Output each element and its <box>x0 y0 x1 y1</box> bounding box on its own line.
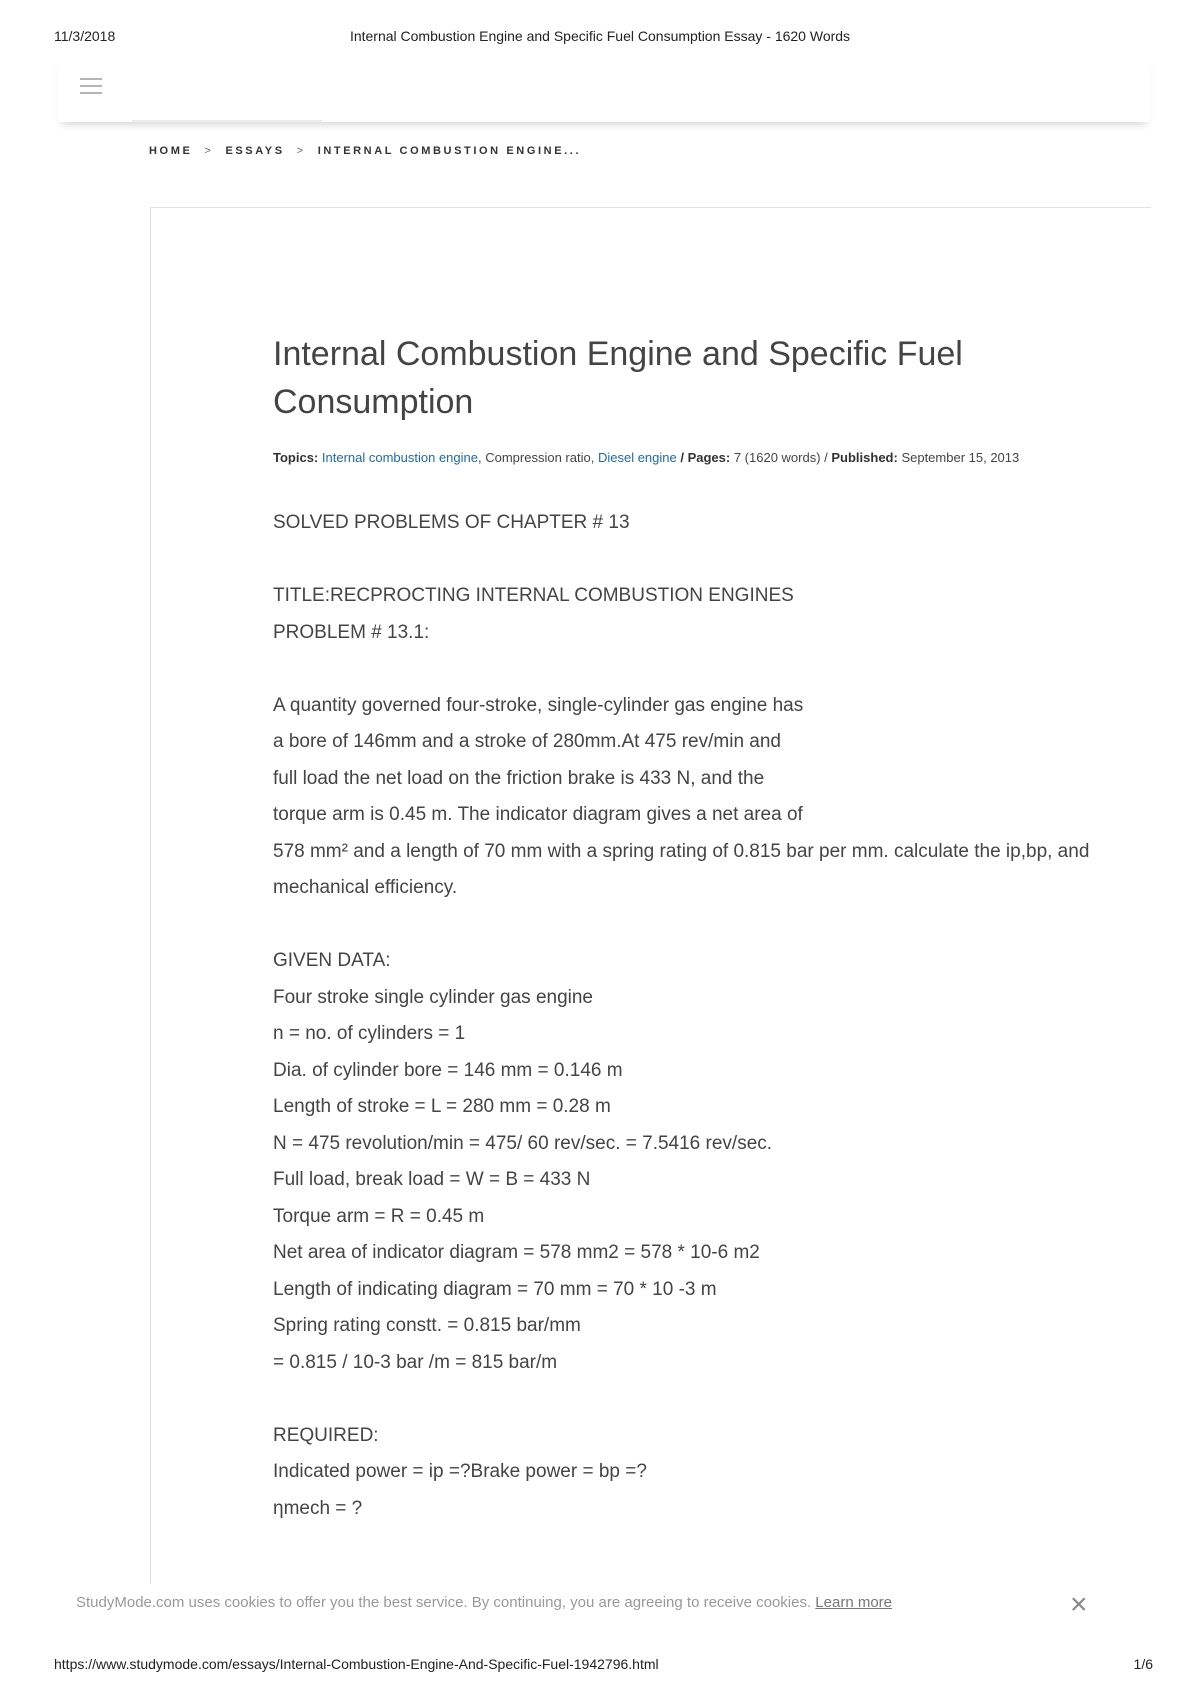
essay-line: GIVEN DATA: <box>273 950 391 971</box>
cookie-text: StudyMode.com uses cookies to offer you the best service. By continuing, you are agreeing to receive cookies. <box>76 1594 816 1611</box>
essay-line: Net area of indicator diagram = 578 mm2 = 578 * 10-6 m2 <box>273 1242 760 1263</box>
page-title: Internal Combustion Engine and Specific Fuel Consumption <box>273 335 963 421</box>
essay-line: a bore of 146mm and a stroke of 280mm.At 475 rev/min and <box>273 731 781 752</box>
essay-line: Full load, break load = W = B = 433 N <box>273 1169 591 1190</box>
pages-value: 7 (1620 words) / <box>730 450 832 465</box>
essay-body <box>273 505 1153 1527</box>
blank-line <box>273 542 1153 579</box>
breadcrumb-essays[interactable]: ESSAYS <box>225 145 285 157</box>
print-title: Internal Combustion Engine and Specific Fuel Consumption Essay - 1620 Words <box>349 28 851 44</box>
breadcrumb-home[interactable]: HOME <box>149 145 193 157</box>
essay-line: TITLE:RECPROCTING INTERNAL COMBUSTION ENGINES <box>273 585 794 606</box>
blank-line <box>273 907 1153 944</box>
essay-line: n = no. of cylinders = 1 <box>273 1023 466 1044</box>
essay-line: A quantity governed four-stroke, single-cylinder gas engine has <box>273 694 804 716</box>
essay-line: Spring rating constt. = 0.815 bar/mm <box>273 1315 581 1336</box>
print-url: https://www.studymode.com/essays/Internal-Combustion-Engine-And-Specific-Fuel-1942796.html <box>54 1656 659 1672</box>
topic-separator: , <box>590 450 598 465</box>
essay-line: Length of stroke = L = 280 mm = 0.28 m <box>273 1096 611 1117</box>
topic-compression-ratio: Compression ratio <box>485 450 591 465</box>
breadcrumb-separator: > <box>296 145 306 157</box>
essay-line: Dia. of cylinder bore = 146 mm = 0.146 m <box>273 1059 623 1081</box>
hamburger-icon[interactable] <box>80 78 102 96</box>
essay-line: Four stroke single cylinder gas engine <box>273 986 594 1008</box>
print-header <box>0 28 1200 48</box>
blank-line <box>273 1381 1153 1418</box>
essay-line: Length of indicating diagram = 70 mm = 70 * 10 -3 m <box>273 1278 717 1300</box>
essay-line: Indicated power = ip =?Brake power = bp =? <box>273 1461 647 1482</box>
print-date: 11/3/2018 <box>54 28 116 44</box>
essay-line: Torque arm = R = 0.45 m <box>273 1205 485 1227</box>
published-value: September 15, 2013 <box>897 450 1020 465</box>
topic-link-diesel-engine[interactable]: Diesel engine <box>597 450 677 465</box>
essay-line: N = 475 revolution/min = 475/ 60 rev/sec. = 7.5416 rev/sec. <box>273 1132 773 1154</box>
pages-label: / Pages: <box>676 450 731 465</box>
topic-link-internal-combustion-engine[interactable]: Internal combustion engine <box>321 450 478 465</box>
top-navigation-bar <box>58 56 1150 122</box>
essay-line: = 0.815 / 10-3 bar /m = 815 bar/m <box>273 1351 558 1373</box>
topbar-divider <box>132 120 322 122</box>
breadcrumb <box>149 145 581 157</box>
essay-line: mechanical efficiency. <box>273 877 458 898</box>
essay-meta <box>273 450 1153 465</box>
essay-line: REQUIRED: <box>273 1424 379 1446</box>
essay-line: 578 mm² and a length of 70 mm with a spring rating of 0.815 bar per mm. calculate the ip,bp, and <box>273 840 1090 862</box>
topics-label: Topics: <box>273 450 319 465</box>
learn-more-link[interactable]: Learn more <box>815 1594 893 1611</box>
essay-article <box>273 330 1153 1527</box>
close-icon[interactable]: × <box>1070 1588 1088 1621</box>
essay-line: torque arm is 0.45 m. The indicator diagram gives a net area of <box>273 804 803 825</box>
published-label: Published: <box>831 450 898 465</box>
breadcrumb-separator: > <box>204 145 214 157</box>
print-page-number: 1/6 <box>1133 1656 1153 1672</box>
topic-separator: , <box>478 450 486 465</box>
cookie-message <box>76 1594 892 1611</box>
breadcrumb-current: INTERNAL COMBUSTION ENGINE... <box>317 145 582 157</box>
essay-line: SOLVED PROBLEMS OF CHAPTER # 13 <box>273 512 630 533</box>
essay-line: full load the net load on the friction brake is 433 N, and the <box>273 767 765 789</box>
essay-line: PROBLEM # 13.1: <box>273 621 430 643</box>
essay-line: ηmech = ? <box>273 1497 363 1519</box>
blank-line <box>273 651 1153 688</box>
cookie-banner <box>0 1584 1200 1632</box>
